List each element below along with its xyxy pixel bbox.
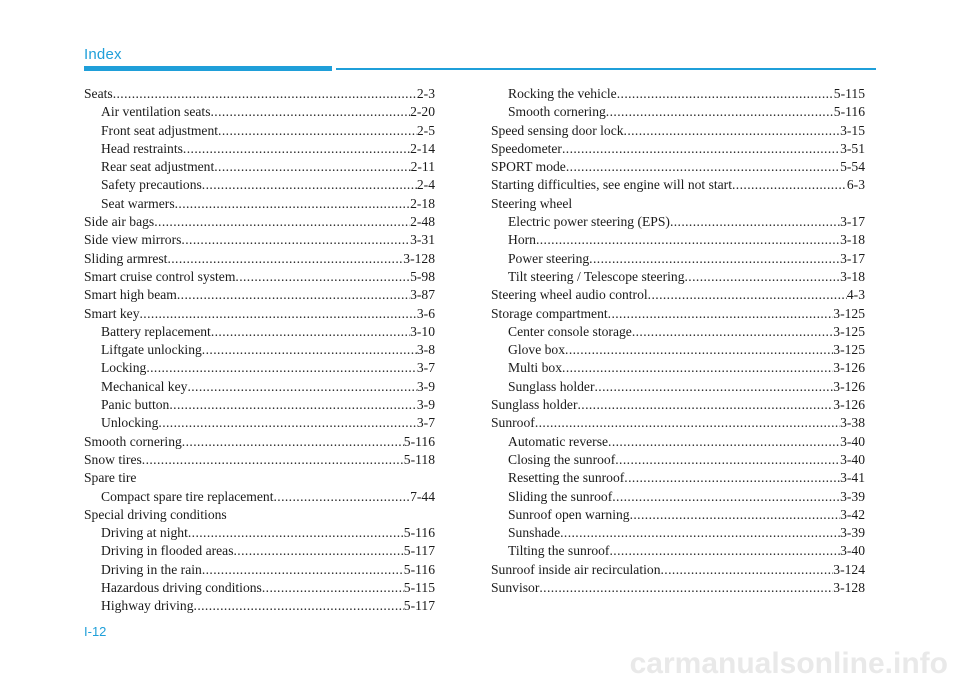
dot-leader bbox=[630, 506, 841, 524]
index-page-ref: 3-126 bbox=[833, 378, 865, 394]
dot-leader bbox=[624, 122, 841, 140]
index-term: Safety precautions bbox=[101, 177, 202, 193]
index-page-ref: 3-125 bbox=[833, 305, 865, 321]
index-term: Mechanical key bbox=[101, 378, 188, 394]
index-page-ref: 2-14 bbox=[410, 140, 435, 156]
dot-leader bbox=[146, 359, 417, 377]
index-page-ref: 5-117 bbox=[403, 598, 435, 614]
index-page-ref: 3-126 bbox=[833, 360, 865, 376]
index-entry bbox=[84, 213, 435, 231]
index-term: Panic button bbox=[101, 397, 170, 413]
dot-leader bbox=[167, 250, 403, 268]
dot-leader bbox=[202, 561, 404, 579]
index-term: Resetting the sunroof bbox=[508, 470, 625, 486]
index-entry bbox=[491, 524, 865, 542]
index-page-ref: 2-11 bbox=[410, 159, 435, 175]
dot-leader bbox=[211, 323, 410, 341]
index-page-ref: 3-10 bbox=[410, 323, 435, 339]
dot-leader bbox=[661, 561, 834, 579]
index-term: Hazardous driving conditions bbox=[101, 580, 262, 596]
index-page-ref: 3-39 bbox=[840, 525, 865, 541]
index-term: Side air bags bbox=[84, 214, 155, 230]
dot-leader bbox=[562, 359, 833, 377]
dot-leader bbox=[608, 305, 834, 323]
index-term: Rocking the vehicle bbox=[508, 86, 617, 101]
index-entry bbox=[84, 359, 435, 377]
dot-leader bbox=[577, 396, 833, 414]
index-page-ref: 5-117 bbox=[403, 543, 435, 559]
index-page-ref: 5-116 bbox=[403, 561, 435, 577]
dot-leader bbox=[194, 597, 404, 615]
index-entry bbox=[84, 286, 435, 304]
index-entry bbox=[84, 433, 435, 451]
index-page-ref: 2-20 bbox=[410, 104, 435, 120]
dot-leader bbox=[732, 176, 847, 194]
header-rule-thick bbox=[84, 66, 332, 71]
dot-leader bbox=[183, 140, 410, 158]
index-entry bbox=[84, 176, 435, 194]
index-entry bbox=[84, 103, 435, 121]
index-entry bbox=[491, 561, 865, 579]
index-term: Steering wheel bbox=[491, 195, 573, 211]
index-term: Sunshade bbox=[508, 525, 561, 541]
index-page-ref: 3-124 bbox=[833, 561, 865, 577]
index-term: Air ventilation seats bbox=[101, 104, 211, 120]
index-page-ref: 3-40 bbox=[840, 451, 865, 467]
dot-leader bbox=[536, 231, 840, 249]
dot-leader bbox=[670, 213, 840, 231]
index-term: Horn bbox=[508, 232, 536, 248]
index-term: Locking bbox=[101, 360, 147, 376]
dot-leader bbox=[262, 579, 404, 597]
index-term: Side view mirrors bbox=[84, 232, 182, 248]
index-page-ref: 3-17 bbox=[840, 214, 865, 230]
dot-leader bbox=[175, 195, 410, 213]
index-entry bbox=[491, 195, 865, 213]
index-page-ref: 3-8 bbox=[416, 342, 435, 358]
index-term: Closing the sunroof bbox=[508, 451, 616, 467]
index-entry bbox=[84, 378, 435, 396]
index-term: Spare tire bbox=[84, 470, 137, 486]
index-entry bbox=[491, 396, 865, 414]
index-term: Driving in flooded areas bbox=[101, 543, 234, 559]
index-entry bbox=[84, 158, 435, 176]
index-page-ref: 5-115 bbox=[403, 580, 435, 596]
dot-leader bbox=[140, 305, 417, 323]
dot-leader bbox=[617, 85, 834, 103]
dot-leader bbox=[632, 323, 833, 341]
index-term: Smooth cornering bbox=[84, 433, 182, 449]
index-term: Sunglass holder bbox=[491, 397, 578, 413]
dot-leader bbox=[539, 579, 833, 597]
dot-leader bbox=[202, 341, 417, 359]
index-term: Electric power steering (EPS) bbox=[508, 214, 670, 230]
index-page-ref: 2-48 bbox=[410, 214, 435, 230]
dot-leader bbox=[560, 524, 840, 542]
index-page-ref: 3-17 bbox=[840, 250, 865, 266]
index-entry bbox=[84, 488, 435, 506]
dot-leader bbox=[177, 286, 410, 304]
dot-leader bbox=[142, 451, 404, 469]
dot-leader bbox=[210, 103, 410, 121]
dot-leader bbox=[202, 176, 417, 194]
index-entry bbox=[491, 103, 865, 121]
index-term: Driving at night bbox=[101, 525, 188, 541]
index-page-ref: 5-54 bbox=[840, 159, 865, 175]
index-page-ref: 3-128 bbox=[833, 580, 865, 596]
index-page-ref: 3-128 bbox=[403, 250, 435, 266]
index-entry bbox=[84, 597, 435, 615]
index-entry bbox=[84, 195, 435, 213]
dot-leader bbox=[182, 433, 404, 451]
index-term: Glove box bbox=[508, 342, 566, 358]
index-term: Sunroof inside air recirculation bbox=[491, 561, 661, 577]
dot-leader bbox=[169, 396, 417, 414]
index-page-ref: 2-18 bbox=[410, 195, 435, 211]
index-entry bbox=[491, 250, 865, 268]
index-term: Tilt steering / Telescope steering bbox=[508, 268, 685, 284]
dot-leader bbox=[589, 250, 840, 268]
index-entry bbox=[84, 268, 435, 286]
index-term: Smart key bbox=[84, 305, 140, 321]
index-entry bbox=[491, 469, 865, 487]
index-entry bbox=[491, 268, 865, 286]
index-page-ref: 4-3 bbox=[846, 287, 865, 303]
dot-leader bbox=[273, 488, 410, 506]
index-term: Compact spare tire replacement bbox=[101, 488, 274, 504]
dot-leader bbox=[565, 341, 833, 359]
index-term: Highway driving bbox=[101, 598, 194, 614]
index-entry bbox=[491, 286, 865, 304]
index-entry bbox=[84, 231, 435, 249]
index-page-ref: 3-51 bbox=[840, 140, 865, 156]
index-entry bbox=[84, 542, 435, 560]
index-page-ref: 3-6 bbox=[416, 305, 435, 321]
dot-leader bbox=[234, 542, 404, 560]
index-entry bbox=[84, 305, 435, 323]
index-term: Automatic reverse bbox=[508, 433, 609, 449]
index-entry bbox=[491, 341, 865, 359]
index-page-ref: 3-87 bbox=[410, 287, 435, 303]
dot-leader bbox=[612, 488, 840, 506]
index-column-left bbox=[84, 85, 435, 616]
index-page-ref: 5-116 bbox=[833, 104, 865, 120]
index-entry bbox=[84, 85, 435, 103]
index-page-ref: 3-40 bbox=[840, 543, 865, 559]
dot-leader bbox=[181, 231, 410, 249]
dot-leader bbox=[535, 414, 840, 432]
index-entry bbox=[491, 122, 865, 140]
dot-leader bbox=[218, 122, 417, 140]
index-column-right bbox=[491, 85, 865, 597]
index-term: Liftgate unlocking bbox=[101, 342, 202, 358]
index-page-ref: 3-31 bbox=[410, 232, 435, 248]
dot-leader bbox=[566, 158, 840, 176]
index-entry bbox=[491, 176, 865, 194]
index-page-ref: 3-15 bbox=[840, 122, 865, 138]
index-term: Driving in the rain bbox=[101, 561, 202, 577]
index-page-ref: 3-9 bbox=[416, 378, 435, 394]
index-page-ref: 3-41 bbox=[840, 470, 865, 486]
index-page-ref: 3-42 bbox=[840, 506, 865, 522]
index-entry bbox=[84, 451, 435, 469]
index-entry bbox=[491, 359, 865, 377]
index-entry bbox=[491, 323, 865, 341]
index-page-ref: 3-7 bbox=[416, 415, 435, 431]
header-rule-thin bbox=[336, 68, 876, 70]
index-entry bbox=[491, 542, 865, 560]
index-page-ref: 5-98 bbox=[410, 268, 435, 284]
dot-leader bbox=[214, 158, 410, 176]
dot-leader bbox=[615, 451, 840, 469]
index-term: Snow tires bbox=[84, 451, 142, 467]
index-entry bbox=[84, 506, 435, 524]
index-term: Battery replacement bbox=[101, 323, 211, 339]
index-page-ref: 3-125 bbox=[833, 323, 865, 339]
index-entry bbox=[491, 85, 865, 103]
index-entry bbox=[491, 579, 865, 597]
index-page-ref: 3-9 bbox=[416, 397, 435, 413]
index-page-ref: 5-115 bbox=[833, 86, 865, 101]
index-term: Seat warmers bbox=[101, 195, 175, 211]
dot-leader bbox=[188, 524, 404, 542]
index-page-ref: 2-3 bbox=[416, 86, 435, 101]
index-term: Smart high beam bbox=[84, 287, 177, 303]
index-entry bbox=[84, 561, 435, 579]
dot-leader bbox=[606, 103, 834, 121]
index-page-ref: 3-40 bbox=[840, 433, 865, 449]
dot-leader bbox=[608, 433, 840, 451]
index-term: Center console storage bbox=[508, 323, 632, 339]
index-entry bbox=[84, 469, 435, 487]
index-term: Sunroof bbox=[491, 415, 535, 431]
page-title: Index bbox=[84, 46, 122, 63]
index-term: Special driving conditions bbox=[84, 506, 227, 522]
index-page-ref: 3-125 bbox=[833, 342, 865, 358]
index-page-ref: 6-3 bbox=[846, 177, 865, 193]
index-term: Multi box bbox=[508, 360, 563, 376]
index-entry bbox=[84, 323, 435, 341]
index-page-ref: 5-116 bbox=[403, 433, 435, 449]
index-page-ref: 7-44 bbox=[410, 488, 435, 504]
index-term: Tilting the sunroof bbox=[508, 543, 610, 559]
dot-leader bbox=[158, 414, 416, 432]
index-term: Starting difficulties, see engine will not start bbox=[491, 177, 732, 193]
index-term: Smart cruise control system bbox=[84, 268, 236, 284]
index-entry bbox=[491, 378, 865, 396]
index-term: Front seat adjustment bbox=[101, 122, 219, 138]
index-term: Sunvisor bbox=[491, 580, 540, 596]
index-term: Sliding the sunroof bbox=[508, 488, 613, 504]
dot-leader bbox=[648, 286, 847, 304]
index-entry bbox=[491, 231, 865, 249]
index-page-ref: 3-126 bbox=[833, 397, 865, 413]
index-term: Sunglass holder bbox=[508, 378, 595, 394]
index-term: SPORT mode bbox=[491, 159, 566, 175]
index-term: Sunroof open warning bbox=[508, 506, 630, 522]
index-page-ref: 3-18 bbox=[840, 268, 865, 284]
index-entry bbox=[491, 506, 865, 524]
index-entry bbox=[491, 305, 865, 323]
dot-leader bbox=[154, 213, 410, 231]
index-term: Seats bbox=[84, 86, 113, 101]
dot-leader bbox=[187, 378, 416, 396]
index-page-ref: 2-5 bbox=[416, 122, 435, 138]
index-entry bbox=[491, 140, 865, 158]
index-entry bbox=[84, 250, 435, 268]
index-page-ref: 3-7 bbox=[416, 360, 435, 376]
index-term: Speed sensing door lock bbox=[491, 122, 624, 138]
index-term: Power steering bbox=[508, 250, 590, 266]
dot-leader bbox=[113, 85, 417, 103]
watermark: carmanualsonline.info bbox=[629, 647, 948, 680]
index-term: Sliding armrest bbox=[84, 250, 168, 266]
index-term: Storage compartment bbox=[491, 305, 608, 321]
index-entry bbox=[491, 158, 865, 176]
index-term: Unlocking bbox=[101, 415, 159, 431]
index-entry bbox=[84, 524, 435, 542]
index-entry bbox=[491, 414, 865, 432]
index-entry bbox=[491, 488, 865, 506]
index-term: Steering wheel audio control bbox=[491, 287, 648, 303]
dot-leader bbox=[594, 378, 833, 396]
index-page-ref: 3-39 bbox=[840, 488, 865, 504]
dot-leader bbox=[624, 469, 840, 487]
index-entry bbox=[84, 396, 435, 414]
index-term: Head restraints bbox=[101, 140, 183, 156]
dot-leader bbox=[685, 268, 841, 286]
index-entry bbox=[491, 451, 865, 469]
index-term: Rear seat adjustment bbox=[101, 159, 215, 175]
dot-leader bbox=[609, 542, 840, 560]
index-entry bbox=[84, 579, 435, 597]
index-page-ref: 5-116 bbox=[403, 525, 435, 541]
index-term: Smooth cornering bbox=[508, 104, 606, 120]
index-page-ref: 2-4 bbox=[416, 177, 435, 193]
index-entry bbox=[84, 122, 435, 140]
index-page-ref: 3-38 bbox=[840, 415, 865, 431]
dot-leader bbox=[562, 140, 840, 158]
index-page-ref: 5-118 bbox=[403, 451, 435, 467]
index-entry bbox=[491, 213, 865, 231]
index-entry bbox=[84, 341, 435, 359]
dot-leader bbox=[235, 268, 410, 286]
index-entry bbox=[84, 140, 435, 158]
index-term: Speedometer bbox=[491, 140, 562, 156]
index-page-ref: 3-18 bbox=[840, 232, 865, 248]
index-entry bbox=[84, 414, 435, 432]
index-entry bbox=[491, 433, 865, 451]
page-number: I-12 bbox=[84, 624, 107, 639]
